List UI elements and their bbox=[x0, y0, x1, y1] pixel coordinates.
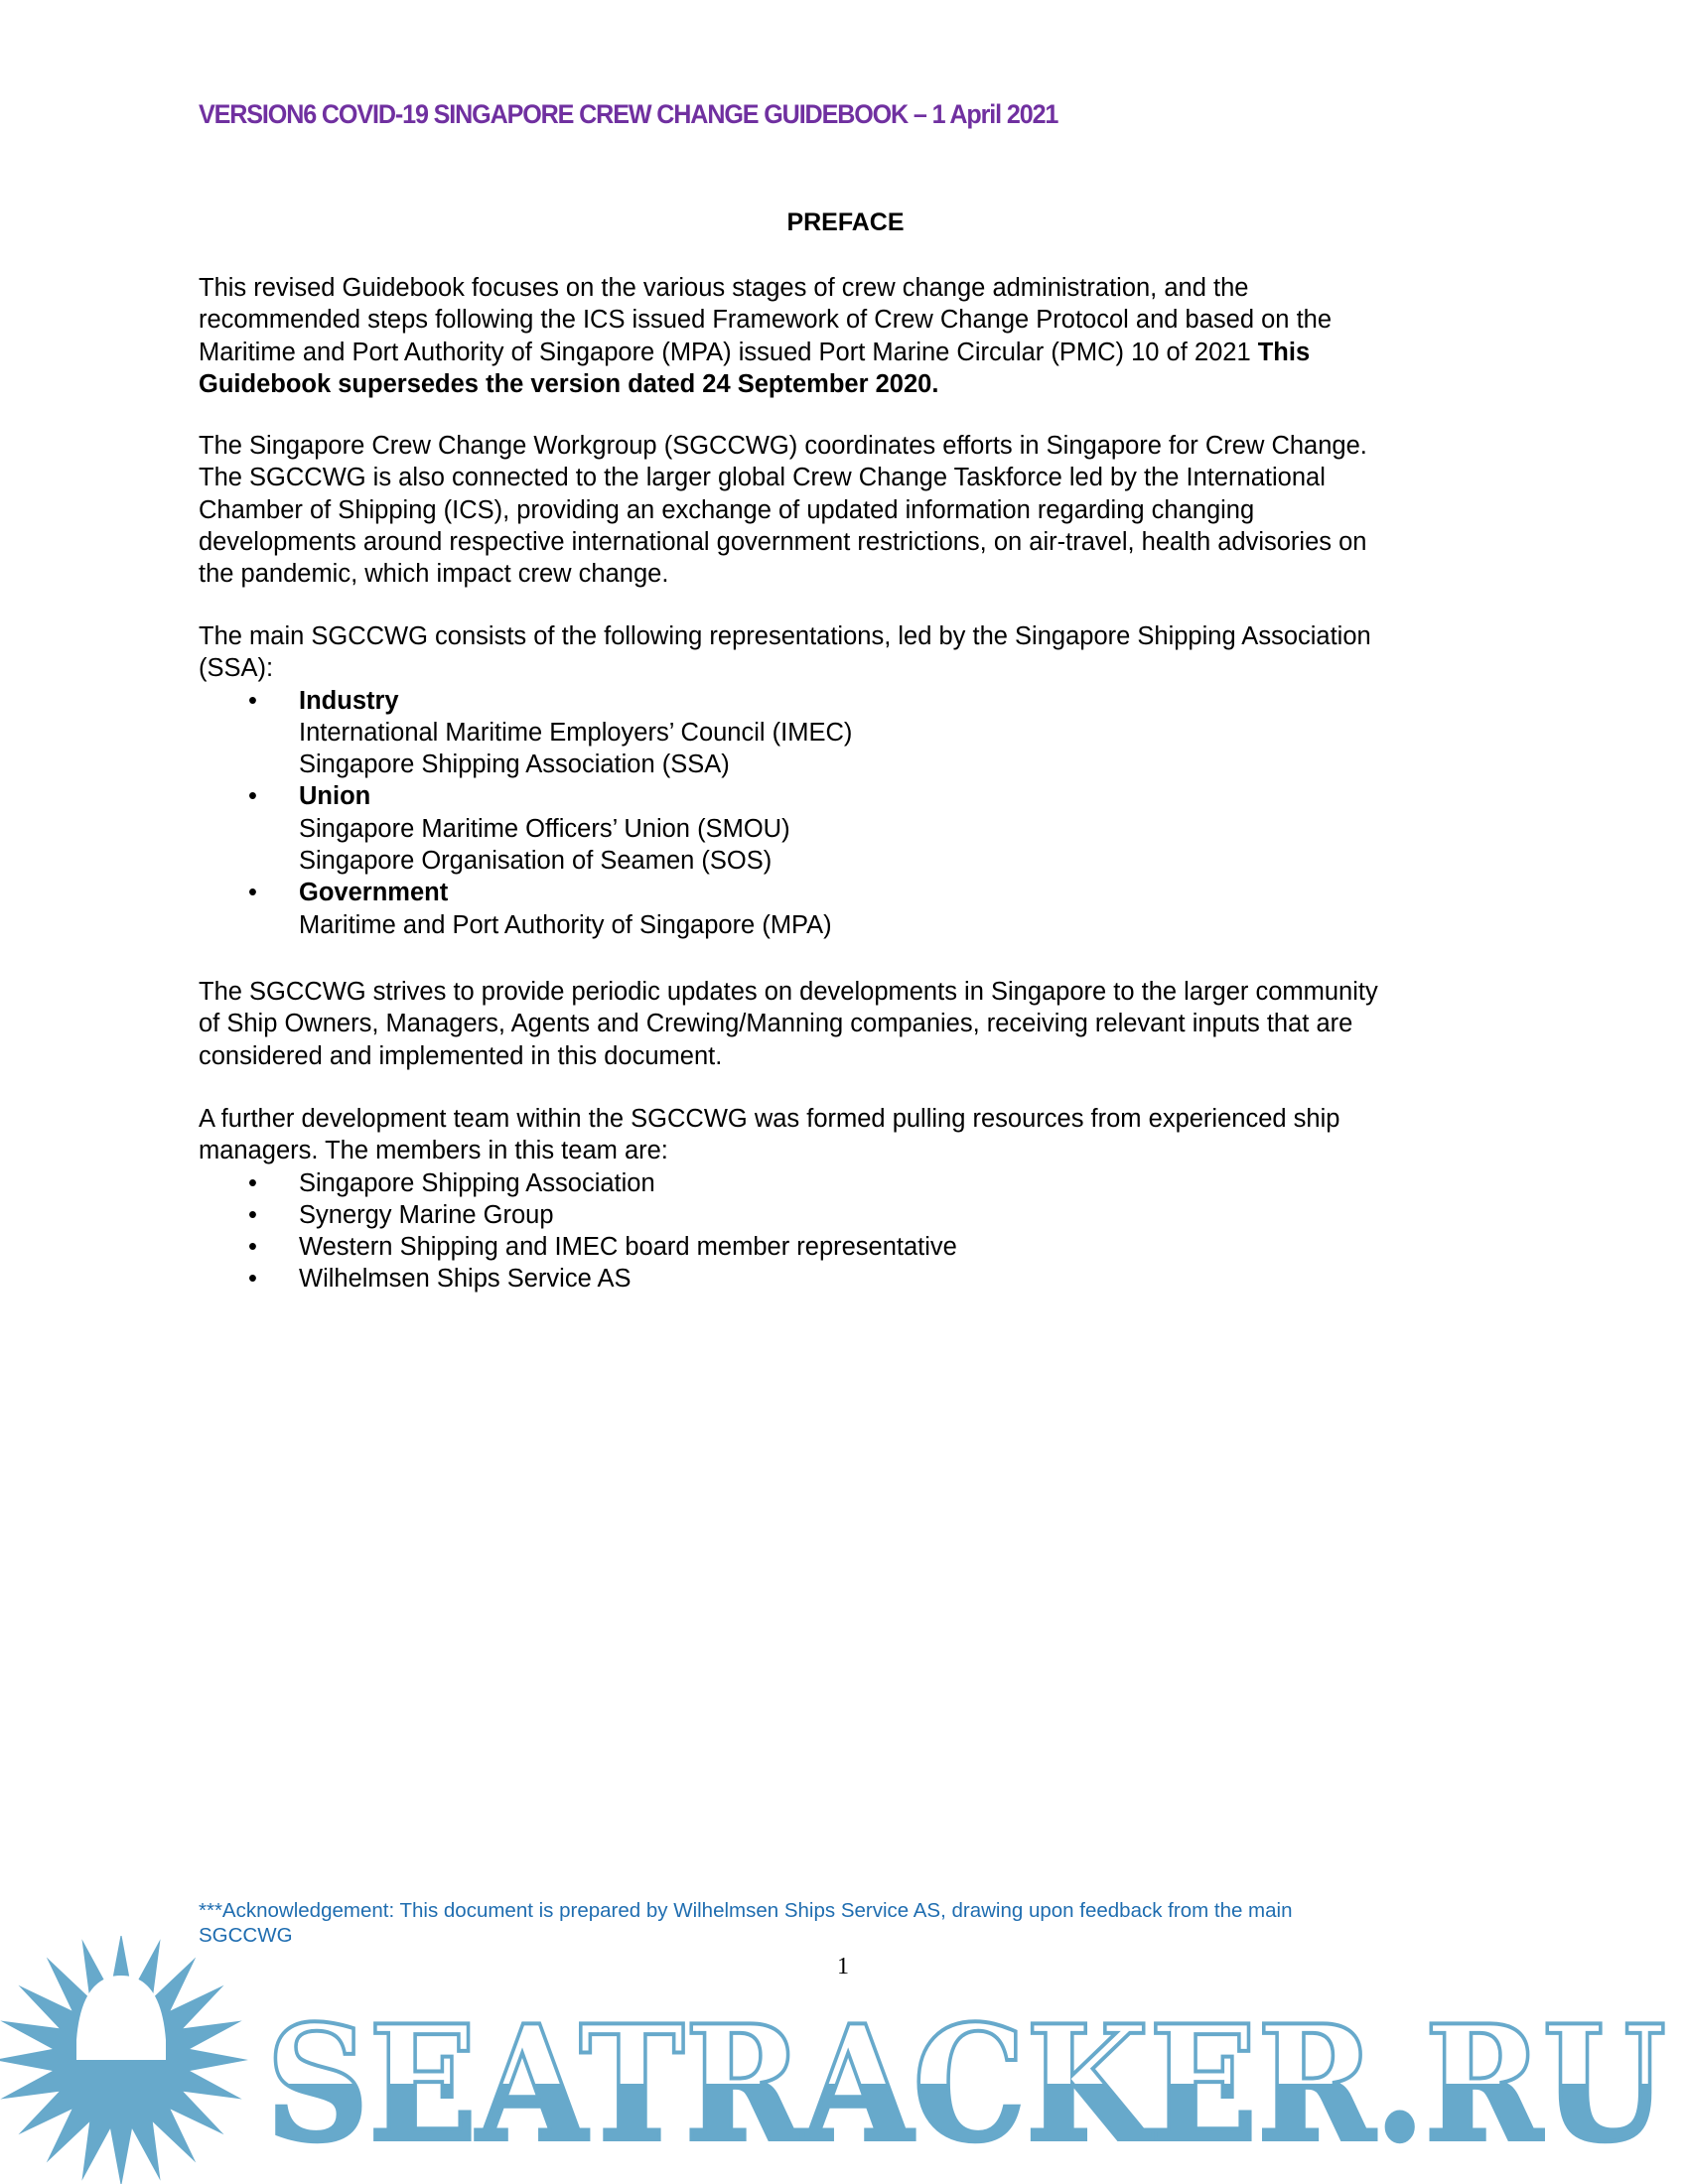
group-member: Singapore Shipping Association (SSA) bbox=[299, 751, 730, 779]
text-line: the pandemic, which impact crew change. bbox=[199, 560, 669, 589]
team-member: Synergy Marine Group bbox=[299, 1200, 554, 1229]
text-line: The Singapore Crew Change Workgroup (SGCCWG) coordinates efforts in Singapore for Crew Change. bbox=[199, 432, 1367, 460]
list-item bbox=[199, 1231, 1509, 1263]
text-line: ***Acknowledgement: This document is prepared by Wilhelmsen Ships Service AS, drawing upon feedback from the main bbox=[199, 1899, 1293, 1922]
paragraph-team bbox=[199, 1103, 1509, 1296]
paragraph-sgccwg bbox=[199, 430, 1509, 590]
sun-icon bbox=[0, 1936, 248, 2184]
group-heading: Industry bbox=[299, 686, 399, 715]
bullet-icon: • bbox=[248, 1168, 257, 1197]
text-line: The SGCCWG strives to provide periodic updates on developments in Singapore to the larger community bbox=[199, 978, 1378, 1006]
text-line: The SGCCWG is also connected to the larger global Crew Change Taskforce led by the International bbox=[199, 464, 1326, 492]
team-member: Western Shipping and IMEC board member representative bbox=[299, 1233, 957, 1262]
text-line: Chamber of Shipping (ICS), providing an exchange of updated information regarding changing bbox=[199, 495, 1255, 524]
text-line: This revised Guidebook focuses on the various stages of crew change administration, and the bbox=[199, 274, 1249, 302]
team-member: Singapore Shipping Association bbox=[299, 1168, 655, 1197]
list-item bbox=[199, 1199, 1509, 1231]
text-line: recommended steps following the ICS issued Framework of Crew Change Protocol and based on the bbox=[199, 306, 1333, 335]
text-line: developments around respective international government restrictions, on air-travel, health advisories on bbox=[199, 527, 1367, 556]
text-line: considered and implemented in this document. bbox=[199, 1041, 723, 1070]
group-member: Singapore Maritime Officers’ Union (SMOU) bbox=[299, 814, 790, 843]
bullet-icon: • bbox=[248, 1233, 257, 1262]
list-item bbox=[199, 1263, 1509, 1295]
document-header: VERSION6 COVID-19 SINGAPORE CREW CHANGE GUIDEBOOK – 1 April 2021 bbox=[199, 99, 1058, 129]
page-number: 1 bbox=[837, 1954, 849, 1979]
text-line: The main SGCCWG consists of the following representations, led by the Singapore Shipping Association bbox=[199, 622, 1371, 650]
text-line: A further development team within the SGCCWG was formed pulling resources from experienced ship bbox=[199, 1105, 1340, 1133]
bullet-icon: • bbox=[248, 782, 257, 811]
text-line bbox=[199, 337, 1509, 368]
group-heading: Government bbox=[299, 879, 449, 907]
list-item bbox=[199, 1167, 1509, 1199]
list-item bbox=[199, 877, 1509, 908]
bullet-icon: • bbox=[248, 1200, 257, 1229]
group-member: Singapore Organisation of Seamen (SOS) bbox=[299, 847, 773, 876]
group-member: Maritime and Port Authority of Singapore (MPA) bbox=[299, 910, 832, 939]
text-line: managers. The members in this team are: bbox=[199, 1137, 668, 1165]
paragraph-representations bbox=[199, 620, 1509, 941]
bullet-icon: • bbox=[248, 879, 257, 907]
group-member: International Maritime Employers’ Council (IMEC) bbox=[299, 718, 853, 747]
bullet-icon: • bbox=[248, 686, 257, 715]
group-heading: Union bbox=[299, 782, 371, 811]
page-title: PREFACE bbox=[786, 208, 905, 236]
paragraph-intro bbox=[199, 272, 1509, 400]
bold-text: Guidebook supersedes the version dated 24 September 2020. bbox=[199, 369, 939, 398]
list-item bbox=[199, 685, 1509, 717]
watermark-logo bbox=[0, 1936, 1688, 2184]
list-item bbox=[199, 780, 1509, 812]
watermark-text: SEATRACKER.RU bbox=[266, 1990, 1666, 2177]
text-line: SGCCWG bbox=[199, 1924, 293, 1947]
text-line: (SSA): bbox=[199, 654, 274, 683]
text-span: Maritime and Port Authority of Singapore (MPA) issued Port Marine Circular (PMC) 10 of 2021 bbox=[199, 338, 1258, 366]
bold-text: This bbox=[1257, 338, 1311, 366]
bullet-icon: • bbox=[248, 1265, 257, 1294]
text-line: of Ship Owners, Managers, Agents and Crewing/Manning companies, receiving relevant inputs that are bbox=[199, 1010, 1353, 1038]
team-member: Wilhelmsen Ships Service AS bbox=[299, 1265, 632, 1294]
paragraph-updates bbox=[199, 976, 1509, 1072]
